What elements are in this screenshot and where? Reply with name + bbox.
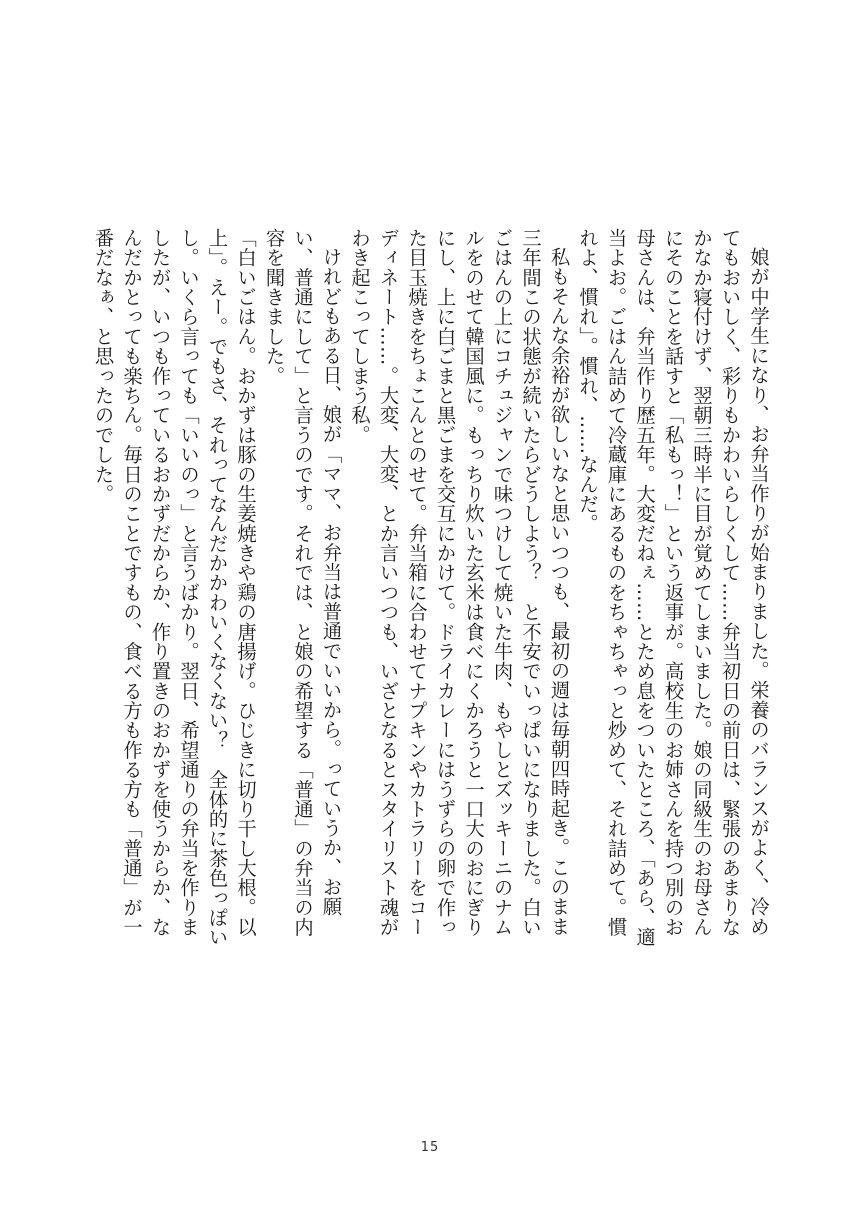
page-number: 15 [420,1140,440,1155]
paragraph-1: 娘が中学生になり、お弁当作りが始まりました。栄養のバランスがよく、冷めてもおいしく、彩りもかわいらしくして……弁当初日の前日は、緊張のあまりなかなか寝付けず、翌朝三時半に目が覚めてしまいました。娘の同級生のお母さんにそのことを話すと「私もっ！」という返事が。高校生のお姉さんを持つ別のお母さんは、弁当作り歴五年。大変だねぇ……とため息をついたところ、「あら、適当よお。ごはん詰めて冷蔵庫にあるものをちゃちゃっと炒めて、それ詰めて。慣れよ、慣れ」。慣れ、……なんだ。 [576,228,770,947]
paragraph-3: けれどもある日、娘が「ママ、お弁当は普通でいいから。っていうか、お願い、普通にして」と言うのです。それでは、と娘の希望する「普通」の弁当の内容を聞きました。 [262,228,343,937]
body-text-vertical [88,228,772,948]
paragraph-4: 「白いごはん。おかずは豚の生姜焼きや鶏の唐揚げ。ひじきに切り干し大根。以上」。えー。でもさ、それってなんだかかわいくなくない？ 全体的に茶色っぽいし。いくら言っても「いいのっ」と言うばかり。翌日、希望通りの弁当を作りましたが、いつも作っているおかずだからか、作り置きのおかずを使うからか、なんだかとっても楽ちん。毎日のことですもの、食べる方も作る方も「普通」が一番だなぁ、と思ったのでした。 [91,228,257,947]
paragraph-2: 私もそんな余裕が欲しいなと思いつつも、最初の週は毎朝四時起き。このまま三年間この状態が続いたらどうしよう？ と不安でいっぱいになりました。白いごはんの上にコチュジャンで味つけして焼いた牛肉、もやしとズッキーニのナムルをのせて韓国風に。もっちり炊いた玄米は食べにくかろうと一口大のおにぎりにし、上に白ごまと黒ごまを交互にかけて。ドライカレーにはうずらの卵で作った目玉焼きをちょこんとのせて。弁当箱に合わせてナプキンやカトラリーをコーディネート……。大変、大変、とか言いつつも、いざとなるとスタイリスト魂がわき起こってしまう私。 [348,228,571,937]
